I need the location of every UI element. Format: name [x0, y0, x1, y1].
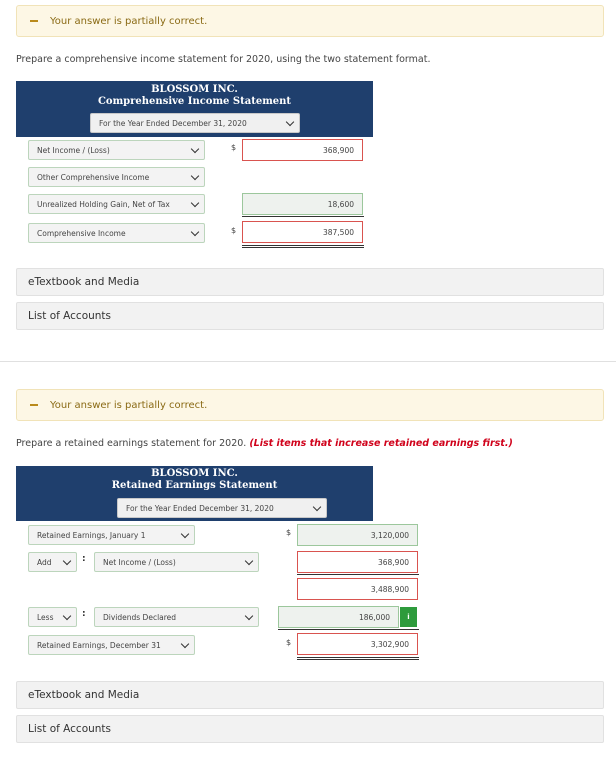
chevron-down-icon: [181, 530, 189, 538]
banner-text: Your answer is partially correct.: [50, 399, 208, 411]
dollar-sign: $: [231, 143, 237, 152]
dollar-sign: $: [286, 638, 292, 647]
banner-text: Your answer is partially correct.: [50, 15, 208, 27]
chevron-down-icon: [313, 503, 321, 511]
account-select-net-income-2[interactable]: Net Income / (Loss): [94, 552, 259, 572]
info-icon[interactable]: i: [400, 607, 417, 627]
chevron-down-icon: [181, 640, 189, 648]
company-name: BLOSSOM INC.: [151, 84, 238, 95]
add-less-select-less[interactable]: Less: [28, 607, 77, 627]
amount-input-net-income[interactable]: 368,900: [242, 139, 363, 161]
chevron-down-icon: [63, 557, 71, 565]
amount-input-dividends[interactable]: 186,000: [278, 606, 399, 628]
partial-correct-banner-1: [16, 5, 604, 37]
chevron-down-icon: [191, 145, 199, 153]
chevron-down-icon: [245, 612, 253, 620]
amount-input-re-dec31[interactable]: 3,302,900: [297, 633, 418, 655]
dollar-sign: $: [286, 528, 292, 537]
amount-input-re-jan1[interactable]: 3,120,000: [297, 524, 418, 546]
total-underline: [278, 629, 419, 630]
account-select-re-dec31[interactable]: Retained Earnings, December 31: [28, 635, 195, 655]
account-select-oci[interactable]: Other Comprehensive Income: [28, 167, 205, 187]
chevron-down-icon: [191, 199, 199, 207]
etextbook-media-link-1[interactable]: eTextbook and Media: [16, 268, 604, 296]
colon-separator: :: [82, 554, 86, 564]
add-less-select-add[interactable]: Add: [28, 552, 77, 572]
total-underline: [242, 216, 364, 217]
chevron-down-icon: [191, 228, 199, 236]
period-select-1[interactable]: For the Year Ended December 31, 2020: [90, 113, 300, 133]
amount-input-subtotal[interactable]: 3,488,900: [297, 578, 418, 600]
question-prompt-2: Prepare a retained earnings statement for 2020. (List items that increase retained earnings first.): [16, 438, 513, 449]
etextbook-media-link-2[interactable]: eTextbook and Media: [16, 681, 604, 709]
list-of-accounts-link-2[interactable]: List of Accounts: [16, 715, 604, 743]
chevron-down-icon: [191, 172, 199, 180]
double-underline: [242, 245, 364, 246]
statement-title: Retained Earnings Statement: [111, 480, 278, 491]
company-name: BLOSSOM INC.: [151, 468, 238, 479]
amount-input-comprehensive-income[interactable]: 387,500: [242, 221, 363, 243]
account-select-comprehensive-income[interactable]: Comprehensive Income: [28, 223, 205, 243]
account-select-dividends[interactable]: Dividends Declared: [94, 607, 259, 627]
double-underline: [297, 657, 419, 658]
statement-title: Comprehensive Income Statement: [97, 96, 292, 107]
partial-correct-banner-2: [16, 389, 604, 421]
account-select-re-jan1[interactable]: Retained Earnings, January 1: [28, 525, 195, 545]
subtotal-underline: [297, 574, 419, 575]
chevron-down-icon: [63, 612, 71, 620]
question-prompt-1: Prepare a comprehensive income statement for 2020, using the two statement format.: [16, 54, 431, 65]
list-of-accounts-link-1[interactable]: List of Accounts: [16, 302, 604, 330]
section-divider: [0, 361, 616, 362]
chevron-down-icon: [245, 557, 253, 565]
double-underline: [297, 659, 419, 660]
account-select-unrealized-gain[interactable]: Unrealized Holding Gain, Net of Tax: [28, 194, 205, 214]
minus-icon: [30, 404, 38, 406]
amount-input-unrealized-gain[interactable]: 18,600: [242, 193, 363, 215]
chevron-down-icon: [286, 118, 294, 126]
dollar-sign: $: [231, 226, 237, 235]
double-underline: [242, 247, 364, 248]
period-select-2[interactable]: For the Year Ended December 31, 2020: [117, 498, 327, 518]
account-select-net-income[interactable]: Net Income / (Loss): [28, 140, 205, 160]
amount-input-net-income-2[interactable]: 368,900: [297, 551, 418, 573]
prompt-note: (List items that increase retained earnings first.): [249, 438, 513, 449]
minus-icon: [30, 20, 38, 22]
colon-separator: :: [82, 609, 86, 619]
